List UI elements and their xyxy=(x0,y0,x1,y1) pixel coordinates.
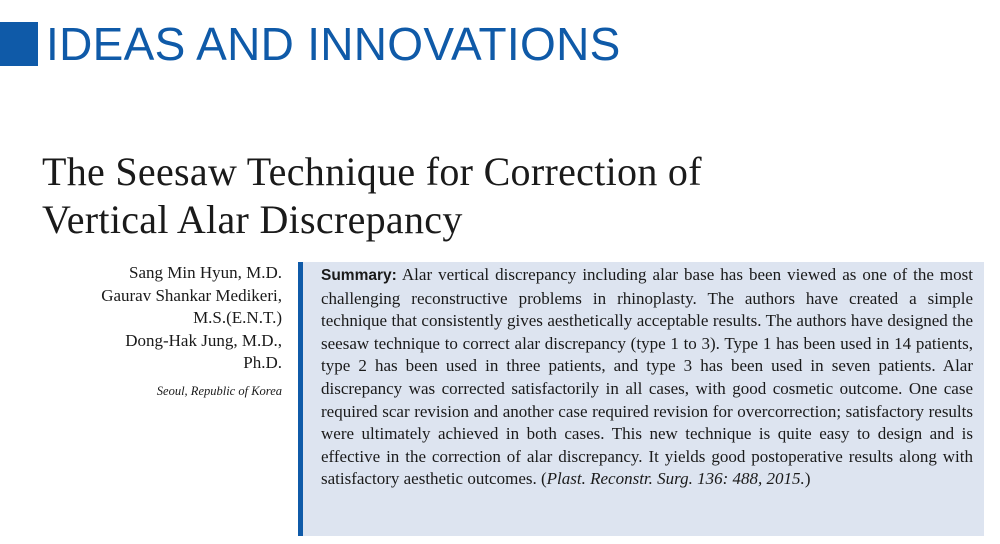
section-header xyxy=(0,18,621,70)
article-title-line-1: The Seesaw Technique for Correction of xyxy=(42,149,702,194)
summary-body: Alar vertical discrepancy including alar base has been viewed as one of the most challenging reconstructive problems in rhinoplasty. The authors have created a simple technique that consistently gives aesthetically acceptable results. The authors have designed the seesaw technique to correct alar discrepancy (type 1 to 3). Type 1 has been used in 14 patients, type 2 has been used in three patients, and type 3 has been used in seven patients. Alar discrepancy was corrected satisfactorily in all cases, with good cosmetic outcome. One case required scar revision and another case required revision for overcorrection; satisfactory results were ultimately achieved in both cases. This new technique is quite easy to design and is effective in the correction of alar discrepancy. It yields good postoperative results along with satisfactory aesthetic outcomes. xyxy=(321,265,973,489)
author-line: Ph.D. xyxy=(243,353,282,372)
summary-text xyxy=(321,264,973,491)
citation-open: ( xyxy=(540,469,547,489)
author-affiliation: Seoul, Republic of Korea xyxy=(156,383,282,398)
author-line: M.S.(E.N.T.) xyxy=(193,308,282,327)
author-line: Sang Min Hyun, M.D. xyxy=(128,263,282,282)
article-title xyxy=(42,148,942,244)
author-line: Gaurav Shankar Medikeri, xyxy=(101,285,282,305)
section-color-bar xyxy=(0,22,38,66)
citation-close: ) xyxy=(804,469,811,489)
author-line: Dong-Hak Jung, M.D., xyxy=(125,330,282,350)
citation-reference: 136: 488, 2015. xyxy=(692,469,805,489)
article-title-line-2: Vertical Alar Discrepancy xyxy=(42,197,463,242)
summary-box xyxy=(298,262,984,536)
author-list xyxy=(40,262,282,399)
section-title: IDEAS AND INNOVATIONS xyxy=(46,18,621,70)
summary-label: Summary: xyxy=(321,267,397,284)
citation-journal: Plast. Reconstr. Surg. xyxy=(546,469,693,489)
